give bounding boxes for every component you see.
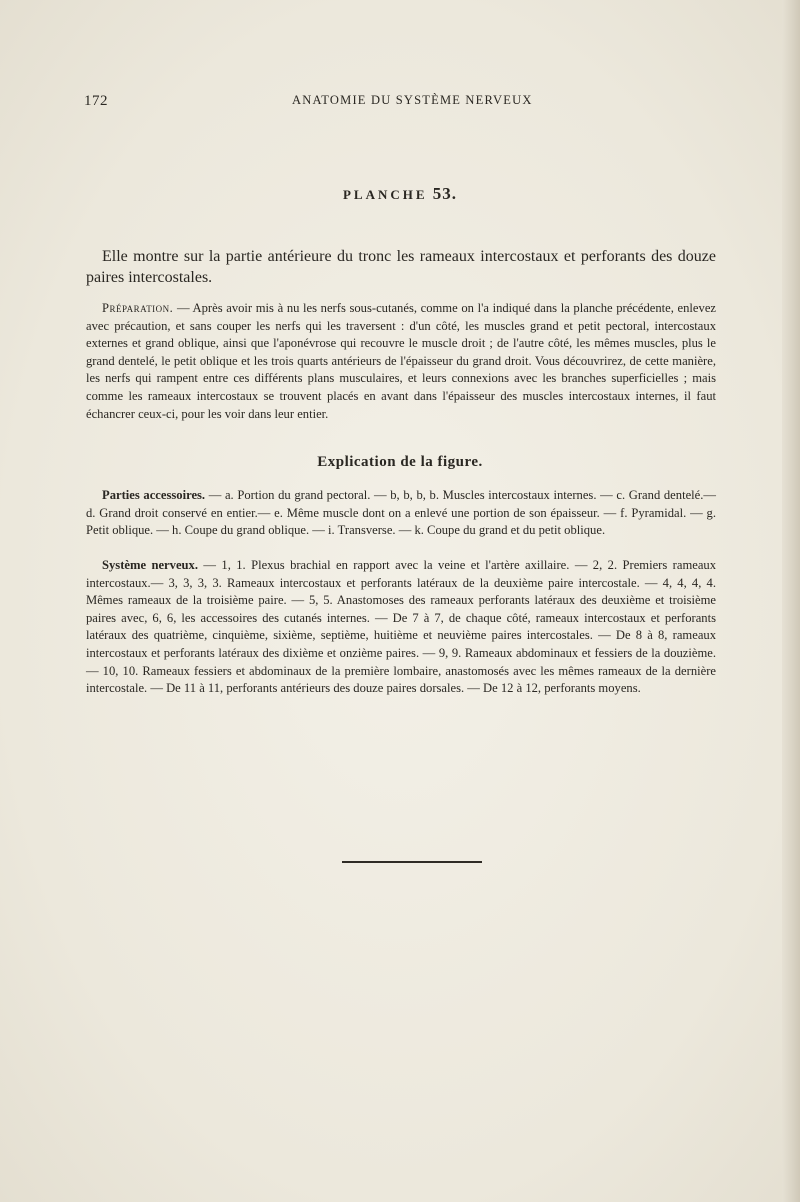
nervous-system-label: Système nerveux. <box>102 558 198 572</box>
nervous-system-paragraph <box>86 557 716 698</box>
page-edge <box>782 0 800 1202</box>
preparation-text: — Après avoir mis à nu les nerfs sous-cutanés, comme on l'a indiqué dans la planche précédente, enlevez avec précaution, et sans couper les nerfs qui les traversent : d'un côté, les muscles grand et petit pectoral, intercostaux externes et grand oblique, ainsi que l'aponévrose qui recouvre le muscle droit ; de l'autre côté, les mêmes muscles, plus le grand dentelé, le petit oblique et les trois quarts antérieurs de l'épaisseur du grand droit. Vous découvrirez, de cette manière, les nerfs qui rampent entre ces différents plans musculaires, et leurs connexions avec les branches superficielles ; mais comme les rameaux intercostaux se trouvent placés en avant dans l'épaisseur des muscles intercostaux internes, il faut échancrer ceux-ci, pour les voir dans leur entier. <box>86 301 716 421</box>
accessory-parts-text: — a. Portion du grand pectoral. — b, b, b, b. Muscles intercostaux internes. — c. Grand dentelé.— d. Grand droit conservé en entier.— e. Même muscle dont on a enlevé une portion de son épaisseur. — f. Pyramidal. — g. Petit oblique. — h. Coupe du grand oblique. — i. Transverse. — k. Coupe du grand et du petit oblique. <box>86 488 716 538</box>
plate-label: PLANCHE <box>342 187 428 202</box>
accessory-parts-label: Parties accessoires. <box>102 488 206 502</box>
plate-number: 53. <box>432 184 458 203</box>
plate-title <box>0 184 800 204</box>
accessory-parts-paragraph <box>86 487 716 540</box>
nervous-system-text: — 1, 1. Plexus brachial en rapport avec la veine et l'artère axillaire. — 2, 2. Premiers rameaux intercostaux.— 3, 3, 3, 3. Rameaux intercostaux et perforants latéraux de la deuxième paire intercostale. — 4, 4, 4, 4. Mêmes rameaux de la troisième paire. — 5, 5. Anastomoses des rameaux perforants latéraux des deuxième et troisième paires avec, 6, 6, les accessoires des cutanés internes. — De 7 à 7, de chaque côté, rameaux intercostaux et perforants latéraux des quatrième, cinquième, sixième, septième, huitième et neuvième paires intercostales. — De 8 à 8, rameaux intercostaux et perforants latéraux des dixième et onzième paires. — 9, 9. Rameaux abdominaux et fessiers de la douzième. — 10, 10. Rameaux fessiers et abdominaux de la première lombaire, anastomosés avec les mêmes rameaux de la dernière intercostale. — De 11 à 11, perforants antérieurs des douze paires dorsales. — De 12 à 12, perforants moyens. <box>86 558 717 696</box>
running-head: ANATOMIE DU SYSTÈME NERVEUX <box>292 93 533 107</box>
intro-paragraph: Elle montre sur la partie antérieure du tronc les rameaux intercostaux et perforants des douze paires intercostales. <box>86 248 716 286</box>
page-number: 172 <box>84 93 108 109</box>
explanation-title: Explication de la figure. <box>317 454 483 470</box>
preparation-label: Préparation. <box>102 301 174 315</box>
preparation-paragraph <box>86 300 716 423</box>
closing-rule <box>342 861 482 863</box>
